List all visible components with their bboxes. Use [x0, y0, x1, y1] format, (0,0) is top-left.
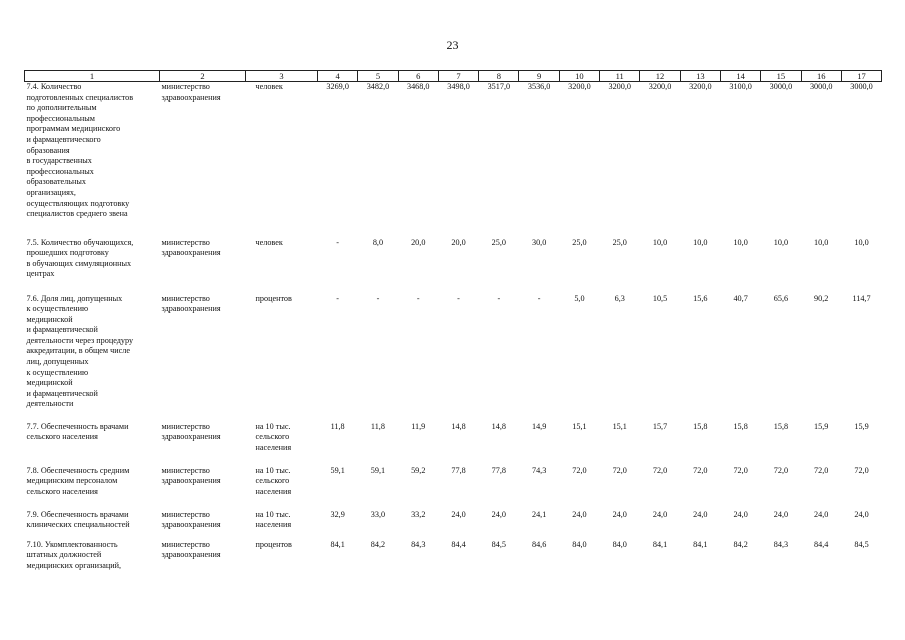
column-header-16: 16 — [801, 71, 841, 82]
indicator-value: 11,8 — [370, 421, 385, 431]
indicator-value: 10,5 — [652, 293, 668, 303]
indicator-value: 6,3 — [614, 293, 625, 303]
unit-of-measure: человек — [255, 82, 283, 91]
indicator-value: 84,3 — [411, 539, 426, 549]
indicator-value: 25,0 — [491, 237, 506, 247]
column-header-4: 4 — [318, 71, 358, 82]
indicator-value: 15,1 — [612, 421, 627, 431]
indicator-value: 24,0 — [733, 509, 748, 519]
table-row — [25, 294, 882, 422]
indicator-value: 72,0 — [854, 465, 869, 475]
indicator-value: 3000,0 — [850, 82, 873, 91]
indicator-value: 10,0 — [652, 237, 668, 247]
indicator-value: 15,8 — [693, 421, 708, 431]
indicator-value: 10,0 — [854, 237, 869, 247]
unit-of-measure: на 10 тыс. населения — [255, 509, 292, 530]
indicator-value: 24,0 — [814, 509, 829, 519]
indicator-value: 59,1 — [330, 465, 345, 475]
indicator-value: 24,0 — [773, 509, 789, 519]
indicator-name: 7.10. Укомплектованность штатных должностей медицинских организаций, — [26, 539, 122, 570]
indicator-value: 20,0 — [411, 237, 426, 247]
indicator-value: 40,7 — [733, 293, 748, 303]
indicator-value: 24,0 — [854, 509, 869, 519]
column-header-1: 1 — [25, 71, 160, 82]
column-header-12: 12 — [640, 71, 680, 82]
indicator-value: - — [336, 237, 340, 247]
indicator-value: 77,8 — [491, 465, 506, 475]
column-header-3: 3 — [246, 71, 318, 82]
indicator-name: 7.8. Обеспеченность средним медицинским персоналом сельского населения — [26, 465, 130, 496]
indicator-table — [24, 70, 882, 580]
indicator-value: 3200,0 — [689, 82, 712, 91]
indicator-value: 10,0 — [814, 237, 829, 247]
indicator-value: 20,0 — [451, 237, 466, 247]
indicator-value: 84,2 — [733, 539, 748, 549]
indicator-value: 25,0 — [612, 237, 627, 247]
indicator-value: 72,0 — [612, 465, 627, 475]
unit-of-measure: на 10 тыс. сельского населения — [255, 465, 292, 496]
column-header-9: 9 — [519, 71, 559, 82]
indicator-value: 84,5 — [854, 539, 869, 549]
indicator-value: 72,0 — [814, 465, 829, 475]
column-header-6: 6 — [398, 71, 438, 82]
indicator-value: 24,0 — [572, 509, 587, 519]
indicator-value: - — [537, 293, 541, 303]
indicator-value: 72,0 — [652, 465, 668, 475]
indicator-value: 72,0 — [773, 465, 789, 475]
indicator-value: 33,2 — [411, 509, 426, 519]
indicator-value: 14,8 — [451, 421, 466, 431]
indicator-value: 84,4 — [451, 539, 466, 549]
indicator-value: 24,0 — [612, 509, 627, 519]
indicator-value: 25,0 — [572, 237, 587, 247]
indicator-value: 65,6 — [773, 293, 789, 303]
indicator-value: 3000,0 — [769, 82, 793, 91]
indicator-value: 33,0 — [370, 509, 386, 519]
indicator-value: 84,0 — [612, 539, 627, 549]
indicator-value: 84,1 — [693, 539, 708, 549]
indicator-name: 7.9. Обеспеченность врачами клинических специальностей — [26, 509, 130, 530]
column-header-8: 8 — [479, 71, 519, 82]
indicator-value: 15,8 — [773, 421, 789, 431]
indicator-value: 72,0 — [733, 465, 748, 475]
indicator-value: 72,0 — [572, 465, 587, 475]
indicator-value: 72,0 — [693, 465, 708, 475]
indicator-value: 77,8 — [451, 465, 466, 475]
indicator-value: 3000,0 — [809, 82, 833, 91]
indicator-value: 3498,0 — [447, 82, 470, 91]
page-number: 23 — [446, 38, 459, 52]
column-header-13: 13 — [680, 71, 720, 82]
column-header-17: 17 — [841, 71, 881, 82]
indicator-value: 14,9 — [531, 421, 547, 431]
indicator-value: 32,9 — [330, 509, 345, 519]
responsible-executor: министерство здравоохранения — [161, 421, 221, 442]
indicator-value: 3468,0 — [406, 82, 430, 91]
column-number-header — [25, 71, 882, 82]
indicator-value: 3482,0 — [366, 82, 390, 91]
indicator-value: 3100,0 — [729, 82, 752, 91]
table-row — [25, 422, 882, 466]
indicator-value: 84,1 — [330, 539, 345, 549]
indicator-name: 7.7. Обеспеченность врачами сельского населения — [26, 421, 129, 442]
indicator-value: 59,2 — [411, 465, 426, 475]
indicator-value: - — [376, 293, 380, 303]
indicator-value: 84,6 — [531, 539, 547, 549]
unit-of-measure: на 10 тыс. сельского населения — [255, 421, 292, 452]
indicator-name: 7.6. Доля лиц, допущенных к осуществлению медицинской и фармацевтической деятельности через процедуру аккредитации, в общем числе лиц, допущенных к осуществлению медицинской и фармацевтической деятельности — [26, 293, 134, 409]
indicator-value: 10,0 — [693, 237, 708, 247]
indicator-value: - — [497, 293, 501, 303]
indicator-value: 15,1 — [572, 421, 587, 431]
indicator-value: 10,0 — [733, 237, 748, 247]
responsible-executor: министерство здравоохранения — [161, 509, 221, 530]
table-body — [25, 82, 882, 580]
unit-of-measure: процентов — [255, 539, 292, 549]
indicator-value: 15,9 — [854, 421, 869, 431]
responsible-executor: министерство здравоохранения — [161, 465, 221, 486]
column-header-11: 11 — [600, 71, 640, 82]
indicator-value: 3536,0 — [527, 82, 551, 91]
responsible-executor: министерство здравоохранения — [161, 237, 221, 258]
indicator-value: 30,0 — [531, 237, 547, 247]
indicator-value: 10,0 — [773, 237, 789, 247]
indicator-value: 84,3 — [773, 539, 789, 549]
indicator-name: 7.5. Количество обучающихся, прошедших подготовку в обучающих симуляционных центрах — [26, 237, 134, 279]
indicator-value: 84,1 — [652, 539, 668, 549]
indicator-value: 15,7 — [652, 421, 668, 431]
table-row — [25, 540, 882, 580]
indicator-value: 59,1 — [370, 465, 386, 475]
indicator-value: 15,9 — [814, 421, 829, 431]
indicator-value: 24,1 — [531, 509, 547, 519]
table-row — [25, 82, 882, 238]
indicator-value: 24,0 — [451, 509, 466, 519]
indicator-value: 90,2 — [814, 293, 829, 303]
indicator-value: 11,9 — [411, 421, 426, 431]
indicator-value: 84,5 — [491, 539, 506, 549]
indicator-value: - — [457, 293, 460, 303]
indicator-value: 3200,0 — [568, 82, 591, 91]
indicator-value: 84,2 — [370, 539, 386, 549]
column-header-15: 15 — [761, 71, 801, 82]
column-header-7: 7 — [438, 71, 478, 82]
unit-of-measure: процентов — [255, 293, 292, 303]
indicator-value: 84,4 — [814, 539, 829, 549]
indicator-value: 84,0 — [572, 539, 587, 549]
indicator-value: 14,8 — [491, 421, 506, 431]
indicator-name: 7.4. Количество подготовленных специалистов по дополнительным профессиональным программам медицинского и фармацевтического образования в государственных профессиональных образовательных организациях, осуществляющих подготовку специалистов среднего звена — [26, 82, 134, 219]
indicator-value: - — [336, 293, 340, 303]
table-row — [25, 238, 882, 294]
responsible-executor: министерство здравоохранения — [161, 293, 221, 314]
indicator-value: 3517,0 — [487, 82, 511, 91]
indicator-value: 5,0 — [574, 293, 585, 303]
indicator-value: 24,0 — [652, 509, 668, 519]
indicator-value: 74,3 — [531, 465, 547, 475]
unit-of-measure: человек — [255, 237, 283, 247]
indicator-value: 15,6 — [693, 293, 708, 303]
indicator-value: 15,8 — [733, 421, 748, 431]
indicator-value: 24,0 — [491, 509, 506, 519]
column-header-10: 10 — [559, 71, 599, 82]
table-row — [25, 510, 882, 540]
indicator-value: 3200,0 — [648, 82, 672, 91]
column-header-2: 2 — [160, 71, 246, 82]
indicator-value: 3269,0 — [326, 82, 349, 91]
indicator-value: 3200,0 — [608, 82, 631, 91]
indicator-value: - — [416, 293, 420, 303]
indicator-value: 11,8 — [330, 421, 345, 431]
indicator-value: 114,7 — [852, 293, 871, 303]
responsible-executor: министерство здравоохранения — [161, 539, 221, 560]
indicator-value: 24,0 — [693, 509, 708, 519]
column-header-5: 5 — [358, 71, 398, 82]
responsible-executor: министерство здравоохранения — [161, 82, 221, 102]
indicator-value: 8,0 — [372, 237, 384, 247]
column-header-14: 14 — [720, 71, 760, 82]
table-row — [25, 466, 882, 510]
